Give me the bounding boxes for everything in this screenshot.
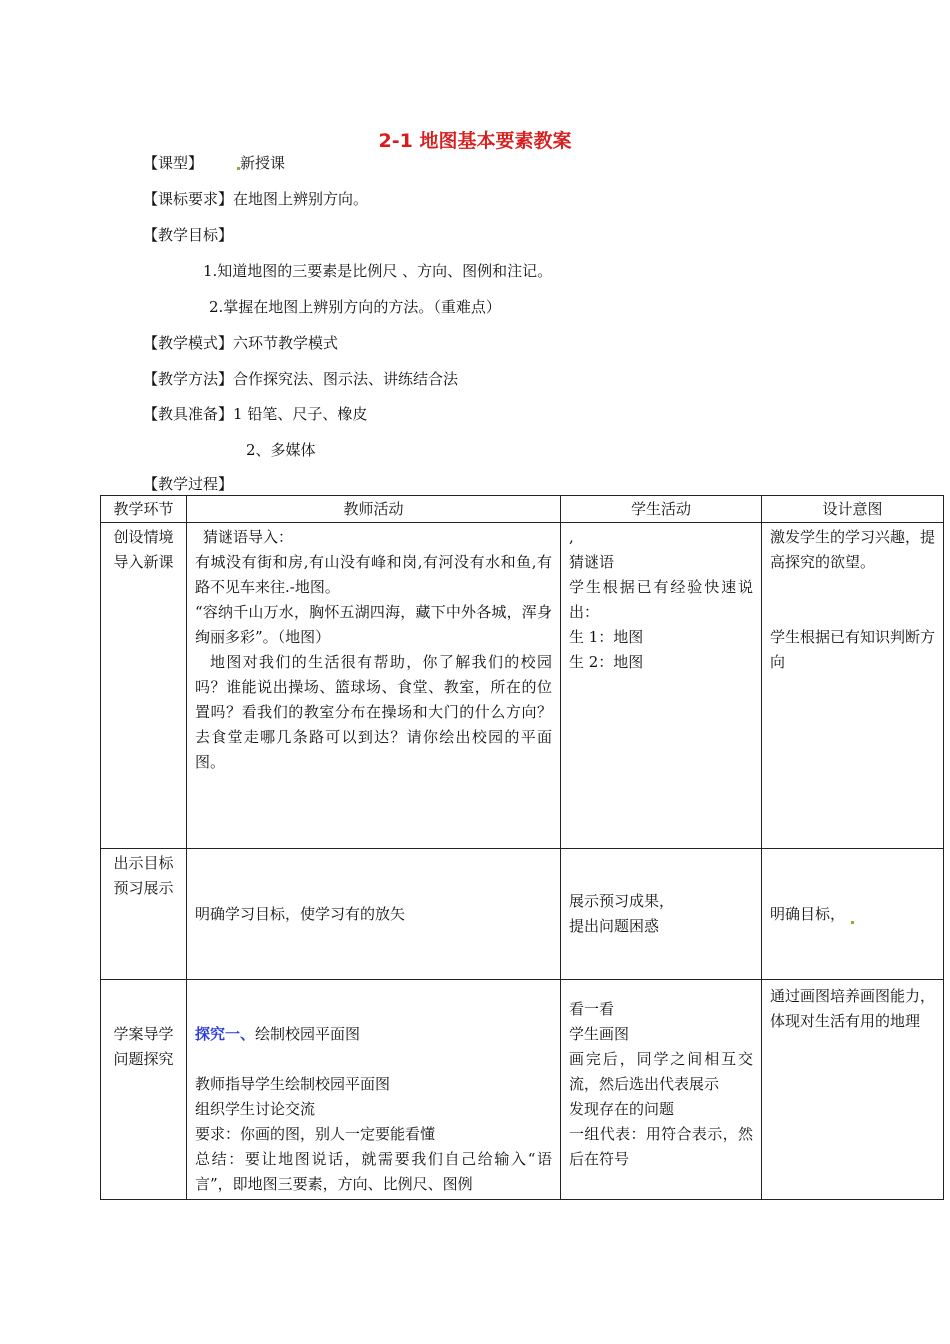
table-row — [101, 523, 944, 849]
student-text: 看一看 — [569, 1000, 615, 1018]
standard-line — [143, 188, 368, 209]
explore-label: 探究一、 — [195, 1025, 256, 1043]
ketype-label: 【课型】 — [143, 154, 204, 172]
intent-text: 学生根据已有知识判断方向 — [770, 628, 936, 671]
student-text: 生 1：地图 — [569, 628, 644, 646]
table-header-row — [101, 496, 944, 523]
teacher-text: “容纳千山万水，胸怀五湖四海，藏下中外各城，浑身绚丽多彩”。（地图） — [195, 603, 552, 646]
teaching-process-table — [100, 495, 944, 1200]
intent-text: 激发学生的学习兴趣，提高探究的欲望。 — [770, 528, 936, 571]
process-label: 【教学过程】 — [143, 475, 234, 493]
student-cell — [561, 980, 762, 1200]
student-text: 提出问题困惑 — [569, 917, 660, 935]
header-teacher: 教师活动 — [187, 496, 561, 523]
header-student: 学生活动 — [561, 496, 762, 523]
ketype-line — [143, 152, 285, 173]
standard-value: 在地图上辨别方向。 — [233, 190, 369, 208]
teacher-text: 明确学习目标，使学习有的放矢 — [195, 904, 406, 923]
teacher-text: 有城没有街和房,有山没有峰和岗,有河没有水和鱼,有路不见车来往.-地图。 — [195, 553, 552, 596]
mode-line — [143, 332, 338, 353]
teacher-cell — [187, 523, 561, 849]
intent-cell — [762, 523, 944, 849]
teacher-text: 猜谜语导入： — [203, 528, 294, 546]
student-cell — [561, 523, 762, 849]
intent-text: 明确目标， — [770, 904, 846, 923]
teacher-text: 组织学生讨论交流 — [195, 1100, 316, 1118]
teacher-cell — [187, 980, 561, 1200]
ketype-value: 新授课 — [240, 154, 286, 172]
tools-value-2: 2、多媒体 — [246, 441, 316, 459]
intent-cell — [762, 849, 944, 980]
student-text: 画完后，同学之间相互交流，然后选出代表展示 — [569, 1050, 753, 1093]
teacher-text: 教师指导学生绘制校园平面图 — [195, 1075, 391, 1093]
document-title: 2-1 地图基本要素教案 — [378, 130, 572, 152]
objective-2: 2.掌握在地图上辨别方向的方法。（重难点） — [209, 298, 501, 316]
teacher-cell — [187, 849, 561, 980]
explore-topic: 绘制校园平面图 — [255, 1025, 361, 1043]
method-line — [143, 368, 458, 389]
student-text: 生 2：地图 — [569, 653, 644, 671]
objectives-label: 【教学目标】 — [143, 226, 234, 244]
stage-cell — [101, 849, 187, 980]
method-label: 【教学方法】 — [143, 370, 234, 388]
method-value: 合作探究法、图示法、讲练结合法 — [233, 370, 459, 388]
student-text: 发现存在的问题 — [569, 1100, 675, 1118]
stage-line: 出示目标 — [113, 854, 174, 872]
stage-cell — [101, 523, 187, 849]
stage-line: 问题探究 — [113, 1050, 174, 1068]
stage-line: 导入新课 — [113, 553, 174, 571]
student-text: 一组代表：用符合表示，然后在符号 — [569, 1125, 753, 1168]
student-text: 学生根据已有经验快速说出： — [569, 578, 753, 621]
header-intent: 设计意图 — [762, 496, 944, 523]
table-row — [101, 980, 944, 1200]
standard-label: 【课标要求】 — [143, 190, 234, 208]
tools-value-1: 1 铅笔、尺子、橡皮 — [233, 405, 368, 423]
student-text: 猜谜语 — [569, 553, 615, 571]
stage-line: 学案导学 — [113, 1025, 174, 1043]
student-cell — [561, 849, 762, 980]
mode-value: 六环节教学模式 — [233, 334, 339, 352]
decorative-dot — [851, 921, 854, 924]
header-stage: 教学环节 — [101, 496, 187, 523]
teacher-text: 要求：你画的图，别人一定要能看懂 — [195, 1125, 436, 1143]
intent-cell — [762, 980, 944, 1200]
teacher-text: 地图对我们的生活很有帮助，你了解我们的校园吗？谁能说出操场、篮球场、食堂、教室，所在的位置吗？看我们的教室分布在操场和大门的什么方向？去食堂走哪几条路可以到达？请你绘出校园的平面图。 — [195, 653, 552, 771]
explore-heading — [195, 1022, 552, 1047]
student-text: , — [569, 528, 574, 546]
stage-line: 创设情境 — [113, 528, 174, 546]
tools-label: 【教具准备】 — [143, 405, 234, 423]
stage-cell — [101, 980, 187, 1200]
objective-1: 1.知道地图的三要素是比例尺 、方向、图例和注记。 — [203, 262, 553, 280]
tools-line — [143, 403, 367, 424]
mode-label: 【教学模式】 — [143, 334, 234, 352]
teacher-text: 总结：要让地图说话，就需要我们自己给输入“语言”，即地图三要素，方向、比例尺、图例 — [195, 1150, 552, 1193]
stage-line: 预习展示 — [113, 879, 174, 897]
intent-text: 通过画图培养画图能力，体现对生活有用的地理 — [770, 987, 936, 1030]
student-text: 展示预习成果， — [569, 892, 675, 910]
student-text: 学生画图 — [569, 1025, 630, 1043]
table-row — [101, 849, 944, 980]
